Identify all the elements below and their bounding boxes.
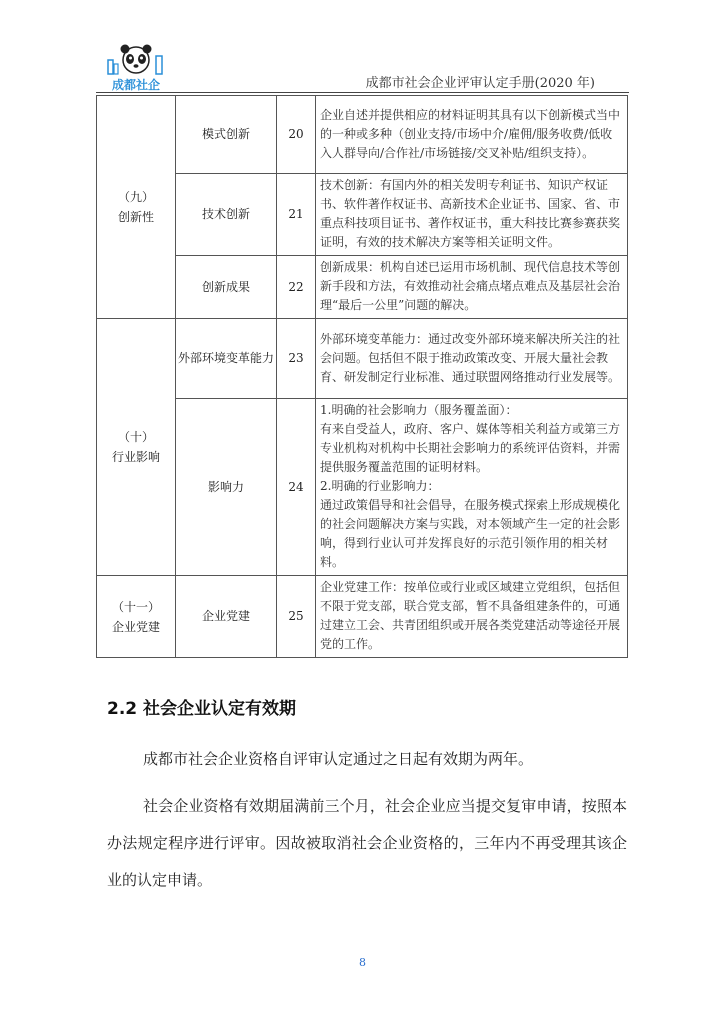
item-number: 23 [277, 319, 316, 399]
body-paragraph: 社会企业资格有效期届满前三个月，社会企业应当提交复审申请，按照本办法规定程序进行评审。因故被取消社会企业资格的，三年内不再受理其该企业的认定申请。 [107, 797, 627, 889]
category-cell [97, 576, 176, 658]
category-cell [97, 96, 176, 319]
category-number: （九） [117, 190, 154, 204]
logo [104, 40, 168, 96]
category-number: （十） [117, 430, 154, 444]
description-line: 通过政策倡导和社会倡导，在服务模式探索上形成规模化的社会问题解决方案与实践，对本领域产生一定的社会影响，得到行业认可并发挥良好的示范引领作用的相关材料。 [320, 498, 621, 569]
item-description: 企业党建工作：按单位或行业或区域建立党组织，包括但不限于党支部，联合党支部，暂不具备组建条件的，可通过建立工会、共青团组织或开展各类党建活动等途径开展党的工作。 [316, 576, 628, 658]
item-name: 影响力 [176, 399, 277, 576]
category-cell [97, 319, 176, 576]
section-heading: 2.2 社会企业认定有效期 [107, 699, 297, 719]
description-line: 2.明确的行业影响力： [320, 479, 440, 493]
category-label: 行业影响 [111, 450, 160, 464]
item-description: 企业自述并提供相应的材料证明其具有以下创新模式当中的一种或多种（创业支持/市场中介/雇佣/服务收费/低收入人群导向/合作社/市场链接/交叉补贴/组织支持）。 [316, 96, 628, 174]
item-description [316, 399, 628, 576]
table-row [97, 96, 628, 174]
page-number: 8 [359, 956, 366, 969]
table-row [97, 174, 628, 256]
item-name: 创新成果 [176, 256, 277, 319]
logo-text: 成都社企 [111, 78, 160, 92]
item-number: 25 [277, 576, 316, 658]
category-label: 创新性 [117, 210, 154, 224]
description-line: 有来自受益人，政府、客户、媒体等相关利益方或第三方专业机构对机构中长期社会影响力的系统评估资料，并需提供服务覆盖范围的证明材料。 [320, 422, 621, 474]
item-number: 24 [277, 399, 316, 576]
item-number: 22 [277, 256, 316, 319]
item-name: 外部环境变革能力 [176, 319, 277, 399]
item-name: 企业党建 [176, 576, 277, 658]
item-number: 20 [277, 96, 316, 174]
table-row [97, 399, 628, 576]
item-name: 技术创新 [176, 174, 277, 256]
category-number: （十一） [111, 599, 160, 614]
table-row [97, 256, 628, 319]
criteria-table [96, 95, 628, 658]
item-name: 模式创新 [176, 96, 277, 174]
table-row [97, 319, 628, 399]
header-divider [96, 92, 629, 93]
category-label: 企业党建 [111, 619, 160, 634]
table-row [97, 576, 628, 658]
item-number: 21 [277, 174, 316, 256]
description-line: 1.明确的社会影响力（服务覆盖面）： [320, 403, 518, 417]
body-paragraph: 成都市社会企业资格自评审认定通过之日起有效期为两年。 [143, 750, 534, 768]
document-header-title: 成都市社会企业评审认定手册(2020 年) [365, 76, 595, 91]
item-description: 外部环境变革能力：通过改变外部环境来解决所关注的社会问题。包括但不限于推动政策改变、开展大量社会教育、研发制定行业标准、通过联盟网络推动行业发展等。 [316, 319, 628, 399]
item-description: 创新成果：机构自述已运用市场机制、现代信息技术等创新手段和方法，有效推动社会痛点堵点难点及基层社会治理“最后一公里”问题的解决。 [316, 256, 628, 319]
panda-mascot-icon [104, 40, 168, 78]
item-description: 技术创新：有国内外的相关发明专利证书、知识产权证书、软件著作权证书、高新技术企业证书、国家、省、市重点科技项目证书、著作权证书，重大科技比赛参赛获奖证明，有效的技术解决方案等相关证明文件。 [316, 174, 628, 256]
